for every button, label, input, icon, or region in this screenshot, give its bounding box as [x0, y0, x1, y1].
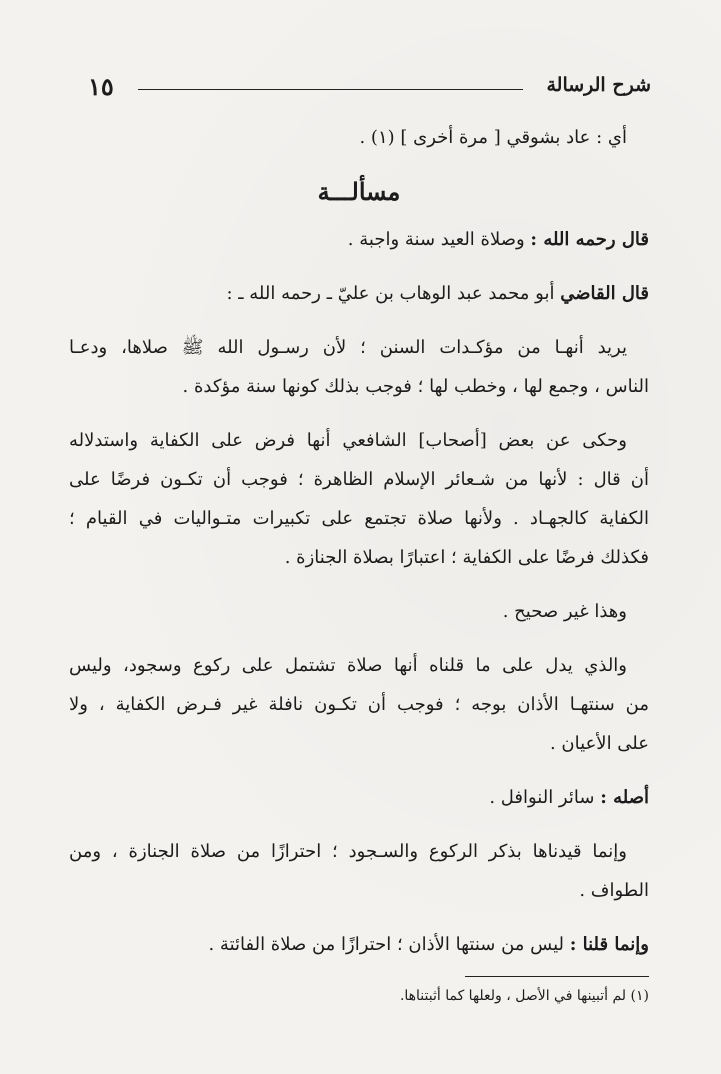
paragraph-line: والذي يدل على ما قلناه أنها صلاة تشتمل على ركوع وسجود، وليس [69, 655, 627, 676]
statement-line [69, 220, 649, 259]
header-rule [138, 89, 523, 90]
qadi-label: قال القاضي [560, 283, 649, 304]
paragraph-line: وحكى عن بعض [أصحاب] الشافعي أنها فرض على الكفاية واستدلاله [69, 430, 627, 451]
statement-text: وصلاة العيد سنة واجبة . [347, 229, 525, 250]
paragraph-line: وهذا غير صحيح . [502, 601, 627, 622]
qadi-text: أبو محمد عبد الوهاب بن عليّ ـ رحمه الله ـ : [226, 283, 555, 304]
qadi-line [69, 274, 649, 313]
wainnama-line [69, 925, 649, 964]
asl-label: أصله : [600, 787, 649, 808]
paragraph-line: أن قال : لأنها من شـعائر الإسلام الظاهرة ؛ فوجب أن تكـون فرضًا على [69, 469, 649, 490]
wainnama-label: وإنما قلنا : [569, 934, 649, 955]
asl-text: سائر النوافل . [489, 787, 595, 808]
footnote-rule [465, 976, 649, 977]
page-number: ١٥ [88, 72, 114, 101]
wainnama-text: ليس من سنتها الأذان ؛ احترازًا من صلاة الفائتة . [208, 934, 564, 955]
intro-line: أي : عاد بشوقي [ مرة أخرى ] (١) . [359, 127, 627, 148]
paragraph-line: الطواف . [579, 880, 649, 901]
header-title: شرح الرسالة [546, 74, 651, 96]
paragraph-line: يريد أنهـا من مؤكـدات السنن ؛ لأن رسـول الله ﷺ صلاها، ودعـا [69, 337, 627, 358]
paragraph-line: من سنتهـا الأذان بوجه ؛ فوجب أن تكـون نافلة غير فـرض الكفاية ، ولا [69, 694, 649, 715]
speaker-label: قال رحمه الله : [530, 229, 649, 250]
footnote: (١) لم أتبينها في الأصل ، ولعلها كما أثبتناها. [399, 988, 649, 1004]
paragraph-line: الكفاية كالجهـاد . ولأنها صلاة تجتمع على تكبيرات متـواليات في القيام ؛ [69, 508, 649, 529]
paragraph-line: الناس ، وجمع لها ، وخطب لها ؛ فوجب بذلك كونها سنة مؤكدة . [182, 376, 649, 397]
paragraph-line: وإنما قيدناها بذكر الركوع والسـجود ؛ احترازًا من صلاة الجنازة ، ومن [69, 841, 627, 862]
paragraph-line: فكذلك فرضًا على الكفاية ؛ اعتبارًا بصلاة الجنازة . [284, 547, 649, 568]
paragraph-line: على الأعيان . [549, 733, 649, 754]
section-heading: مسألـــة [317, 177, 401, 206]
running-header [88, 70, 651, 104]
main-text [69, 118, 649, 964]
asl-line [69, 778, 649, 817]
